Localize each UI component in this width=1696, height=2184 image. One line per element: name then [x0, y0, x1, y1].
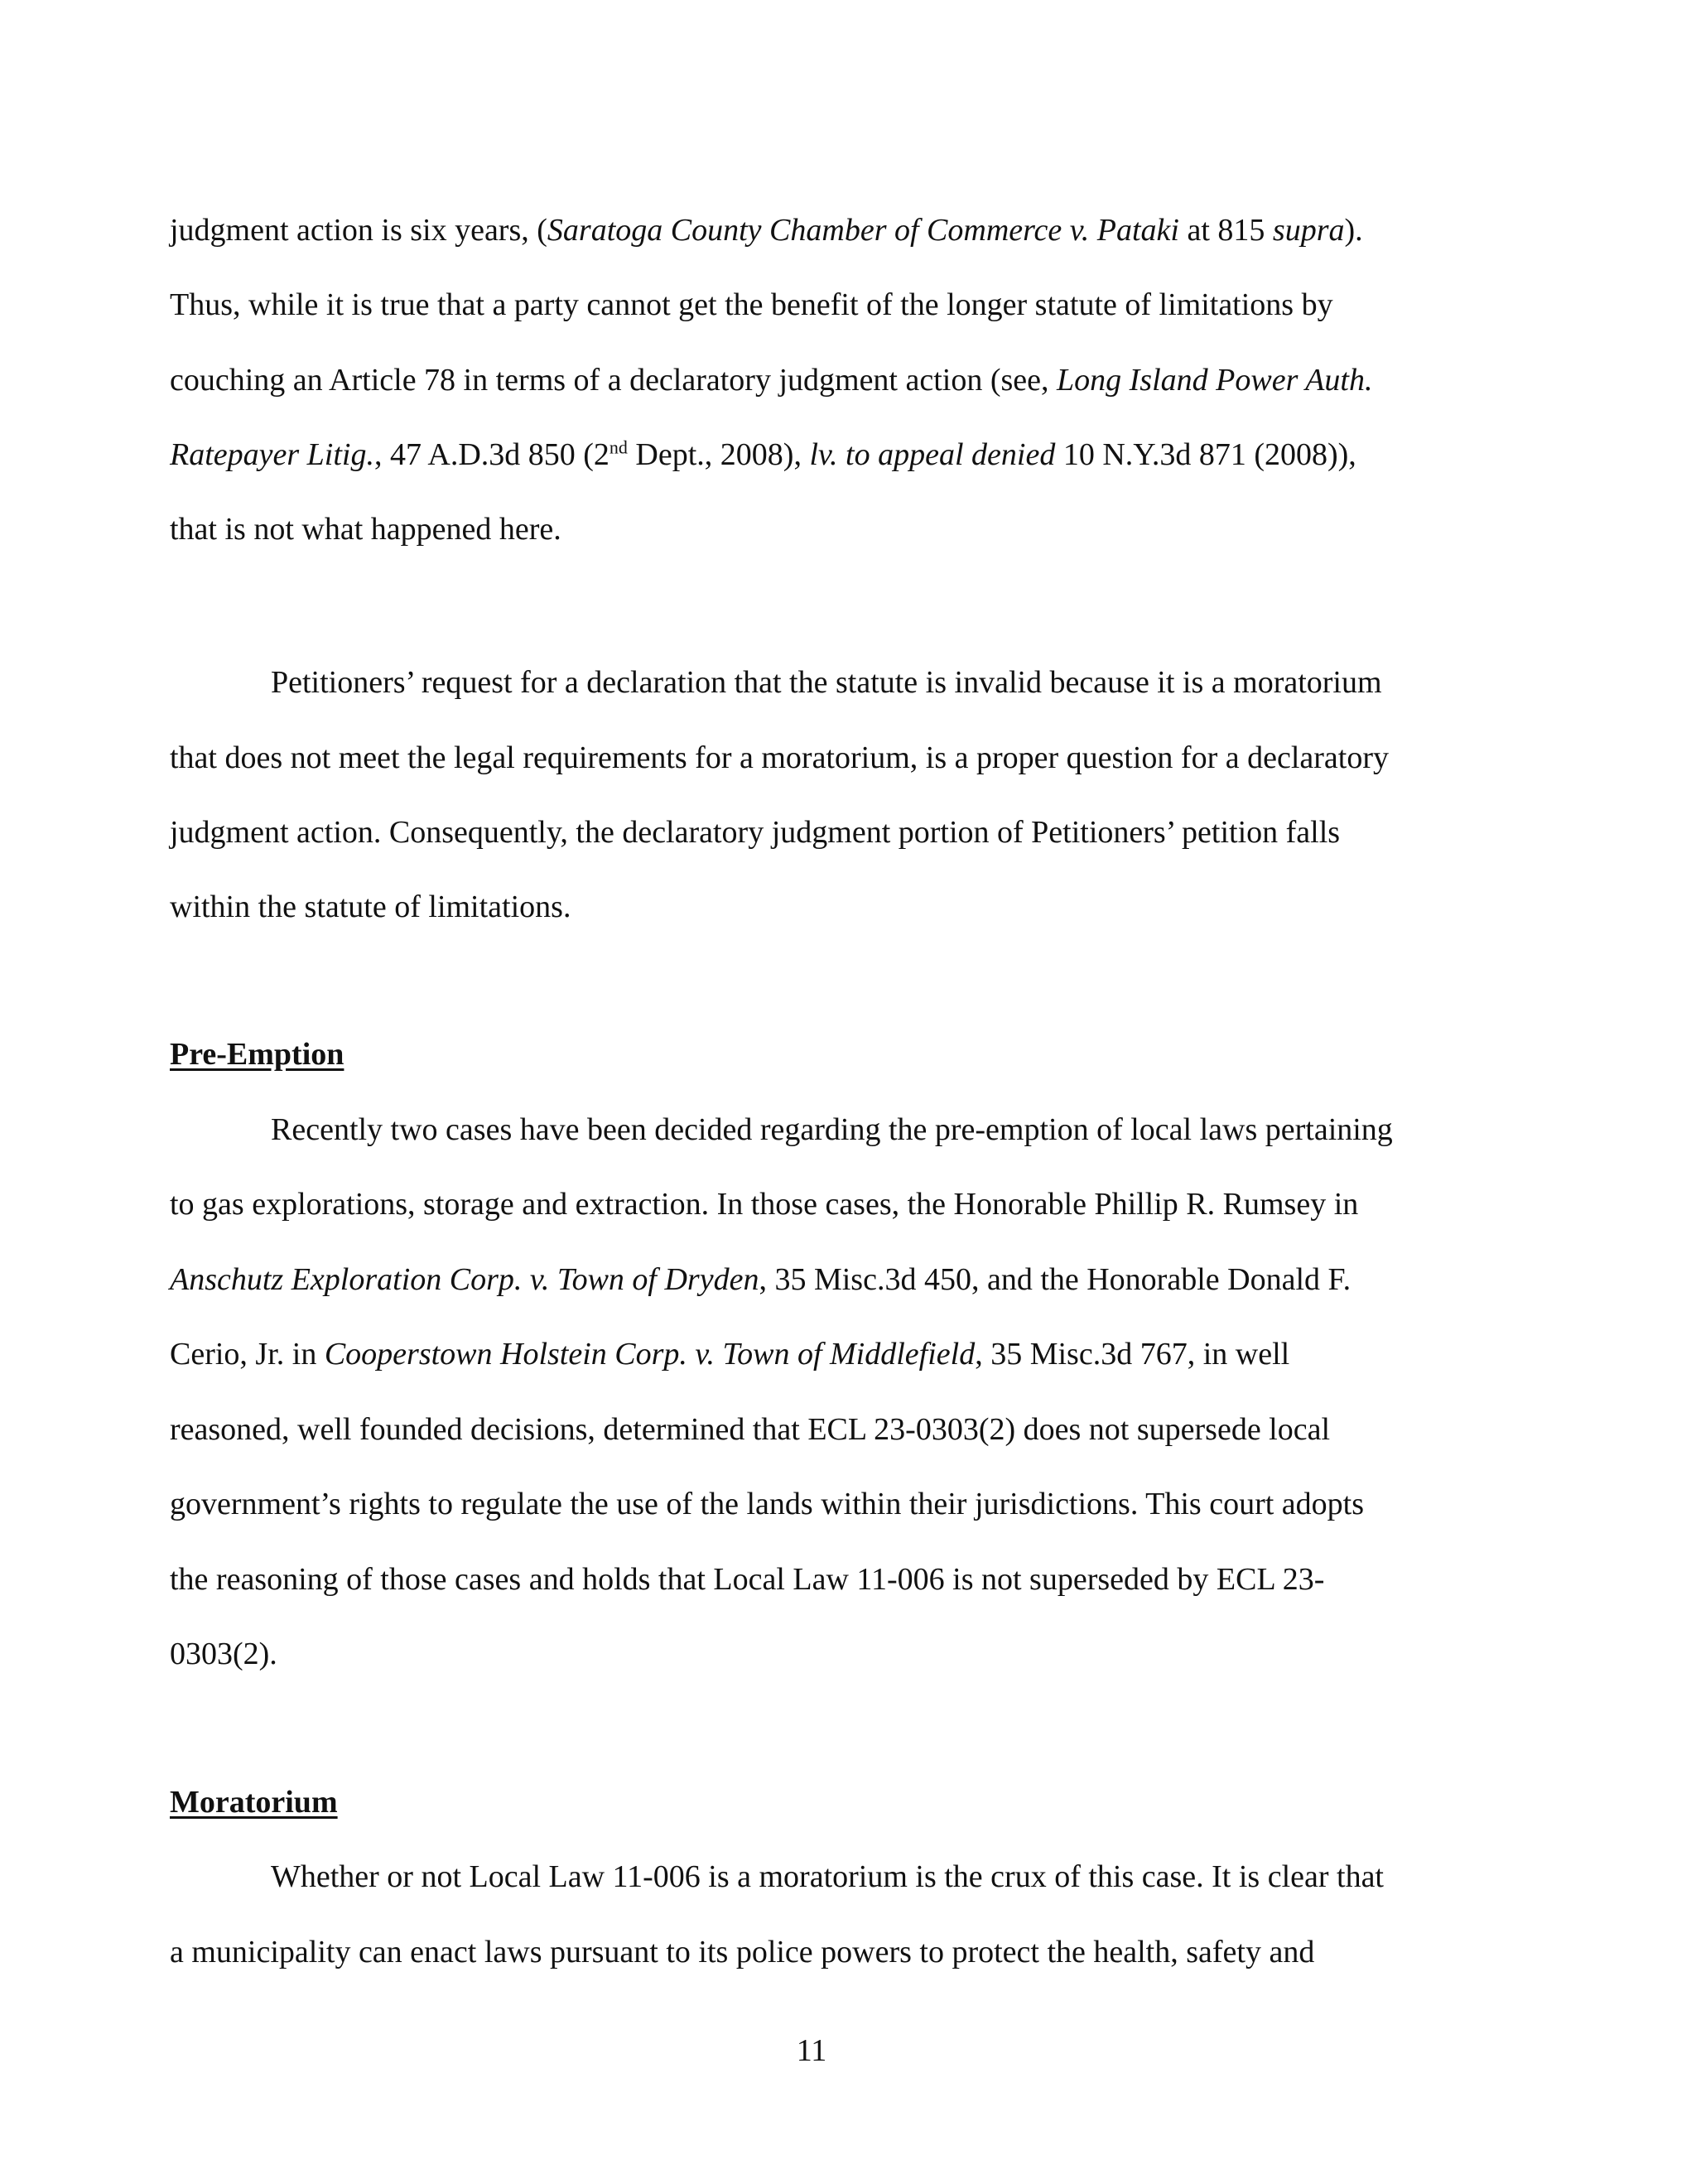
text-run: , 35 Misc.3d 767, in well — [975, 1337, 1290, 1372]
body-line: reasoned, well founded decisions, determined that ECL 23-0303(2) does not supersede local — [170, 1412, 1331, 1447]
citation-signal: supra — [1272, 213, 1345, 248]
text-run: , 47 A.D.3d 850 (2 — [373, 437, 610, 472]
body-line: that is not what happened here. — [170, 512, 561, 547]
text-run: couching an Article 78 in terms of a declaratory judgment action (see, — [170, 363, 1058, 398]
body-line — [170, 436, 1356, 474]
body-line: Petitioners’ request for a declaration that the statute is invalid because it is a moratorium — [271, 665, 1382, 700]
text-run: 10 N.Y.3d 871 (2008)), — [1055, 437, 1356, 472]
body-line — [170, 1261, 1351, 1299]
body-line: Whether or not Local Law 11-006 is a moratorium is the crux of this case. It is clear that — [271, 1859, 1384, 1894]
text-run: judgment action is six years, ( — [170, 213, 547, 248]
page-number: 11 — [796, 2033, 827, 2068]
body-line: Thus, while it is true that a party cannot get the benefit of the longer statute of limitations by — [170, 287, 1333, 322]
case-citation: Saratoga County Chamber of Commerce v. Pataki — [547, 213, 1179, 248]
body-line: government’s rights to regulate the use of the lands within their jurisdictions. This court adopts — [170, 1487, 1364, 1521]
body-line: 0303(2). — [170, 1637, 277, 1671]
citation-history: lv. to appeal denied — [809, 437, 1056, 472]
body-line — [170, 1335, 1289, 1373]
body-line: within the statute of limitations. — [170, 890, 571, 924]
text-run: Cerio, Jr. in — [170, 1337, 325, 1372]
body-line: a municipality can enact laws pursuant to its police powers to protect the health, safety and — [170, 1935, 1315, 1969]
ordinal-superscript: nd — [609, 436, 628, 458]
body-line: that does not meet the legal requirements for a moratorium, is a proper question for a declaratory — [170, 740, 1389, 775]
text-run: , 35 Misc.3d 450, and the Honorable Donald F. — [759, 1262, 1352, 1297]
section-heading-moratorium: Moratorium — [170, 1785, 338, 1820]
section-heading-preemption: Pre-Emption — [170, 1037, 344, 1072]
body-line — [170, 211, 1363, 249]
case-citation: Cooperstown Holstein Corp. v. Town of Middlefield — [324, 1337, 976, 1372]
text-run: Dept., 2008), — [627, 437, 810, 472]
body-line: judgment action. Consequently, the declaratory judgment portion of Petitioners’ petition falls — [170, 815, 1341, 850]
body-line: the reasoning of those cases and holds that Local Law 11-006 is not superseded by ECL 23- — [170, 1562, 1325, 1597]
case-citation: Ratepayer Litig. — [170, 437, 374, 472]
body-line: Recently two cases have been decided regarding the pre-emption of local laws pertaining — [271, 1112, 1393, 1147]
case-citation: Anschutz Exploration Corp. v. Town of Dryden — [170, 1262, 759, 1297]
text-run: at 815 — [1178, 213, 1273, 248]
body-line — [170, 361, 1372, 399]
case-citation: Long Island Power Auth. — [1057, 363, 1373, 398]
text-run: ). — [1344, 213, 1363, 248]
body-line: to gas explorations, storage and extraction. In those cases, the Honorable Phillip R. Rumsey in — [170, 1187, 1359, 1222]
